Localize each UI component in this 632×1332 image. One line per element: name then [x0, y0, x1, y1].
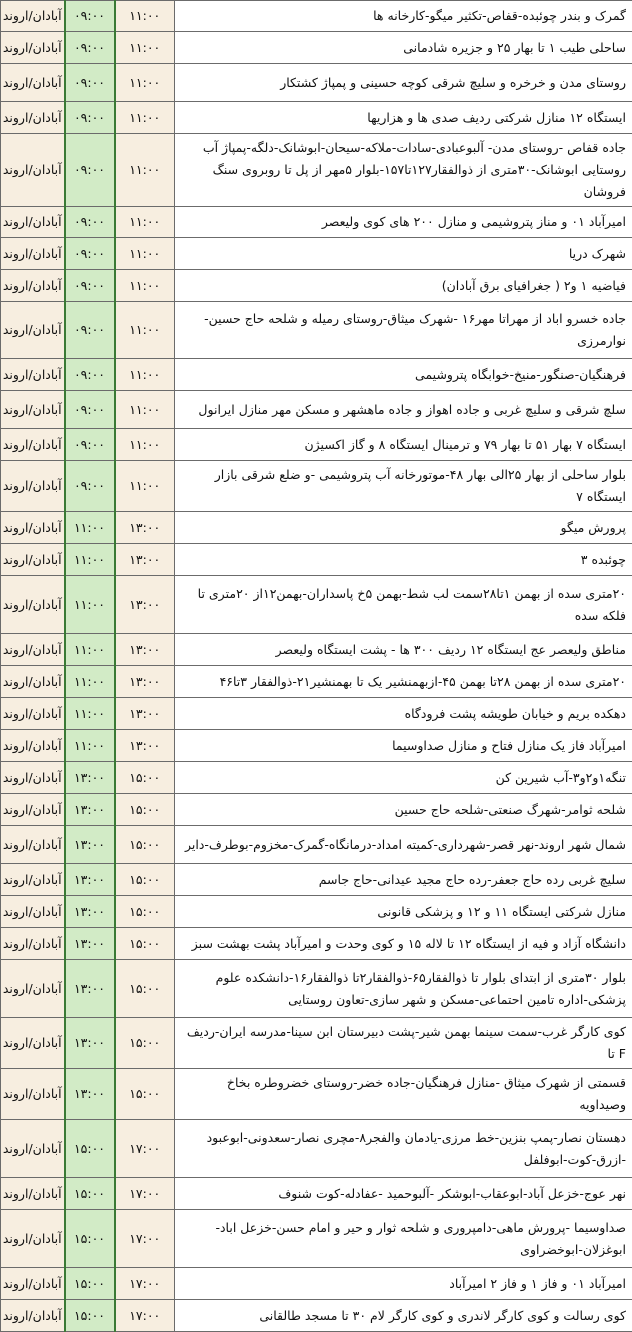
start-time-cell: ۱۳:۰۰ — [65, 1069, 115, 1120]
end-time-cell: ۱۳:۰۰ — [115, 576, 175, 634]
end-time-cell: ۱۱:۰۰ — [115, 359, 175, 391]
area-cell: قسمتی از شهرک میثاق -منازل فرهنگیان-جاده خضر-روستای خضروطره بخاخ وصیداویه — [175, 1069, 632, 1120]
end-time-cell: ۱۷:۰۰ — [115, 1268, 175, 1300]
start-time-cell: ۱۱:۰۰ — [65, 544, 115, 576]
area-cell: شلحه ثوامر-شهرگ صنعتی-شلحه حاج حسین — [175, 794, 632, 826]
start-time-cell: ۰۹:۰۰ — [65, 461, 115, 512]
end-time-cell: ۱۱:۰۰ — [115, 270, 175, 302]
city-cell: آبادان/اروند — [1, 826, 65, 864]
start-time-cell: ۱۳:۰۰ — [65, 928, 115, 960]
table-row — [1, 359, 632, 391]
end-time-cell: ۱۱:۰۰ — [115, 461, 175, 512]
area-cell: تنگه۱و۲و۳-آب شیرین کن — [175, 762, 632, 794]
start-time-cell: ۱۱:۰۰ — [65, 576, 115, 634]
city-cell: آبادان/اروند — [1, 1069, 65, 1120]
start-time-cell: ۱۳:۰۰ — [65, 896, 115, 928]
table-row — [1, 864, 632, 896]
city-cell: آبادان/اروند — [1, 1178, 65, 1210]
area-cell: بلوار ساحلی از بهار ۲۵الی بهار ۴۸-موتورخانه آب پتروشیمی -و ضلع شرقی بازار ایستگاه ۷ — [175, 461, 632, 512]
end-time-cell: ۱۷:۰۰ — [115, 1120, 175, 1178]
area-cell: دهستان نصار-پمپ بنزین-خط مرزی-یادمان والفجر۸-مچری نصار-سعدونی-ابوعبود -ازرق-کوت-ابوفلفل — [175, 1120, 632, 1178]
table-row — [1, 238, 632, 270]
city-cell: آبادان/اروند — [1, 794, 65, 826]
city-cell: آبادان/اروند — [1, 1268, 65, 1300]
end-time-cell: ۱۱:۰۰ — [115, 391, 175, 429]
city-cell: آبادان/اروند — [1, 864, 65, 896]
start-time-cell: ۰۹:۰۰ — [65, 64, 115, 102]
table-row — [1, 634, 632, 666]
start-time-cell: ۱۱:۰۰ — [65, 698, 115, 730]
end-time-cell: ۱۳:۰۰ — [115, 666, 175, 698]
table-row — [1, 1, 632, 32]
area-cell: بلوار ۳۰متری از ابتدای بلوار تا ذوالفقار۶۵-ذوالفقار۲تا ذوالفقار۱۶-دانشکده علوم پزشکی-اداره تامین احتماعی-مسکن و شهر سازی-تعاون روستایی — [175, 960, 632, 1018]
city-cell: آبادان/اروند — [1, 207, 65, 238]
start-time-cell: ۰۹:۰۰ — [65, 391, 115, 429]
table-row — [1, 64, 632, 102]
end-time-cell: ۱۱:۰۰ — [115, 32, 175, 64]
table-row — [1, 698, 632, 730]
end-time-cell: ۱۳:۰۰ — [115, 698, 175, 730]
area-cell: دانشگاه آزاد و فیه از ایستگاه ۱۲ تا لاله ۱۵ و کوی وحدت و امیرآباد پشت بهشت سبز — [175, 928, 632, 960]
start-time-cell: ۱۱:۰۰ — [65, 666, 115, 698]
end-time-cell: ۱۳:۰۰ — [115, 512, 175, 544]
area-cell: ایستگاه ۱۲ منازل شرکتی ردیف صدی ها و هزاریها — [175, 102, 632, 134]
end-time-cell: ۱۳:۰۰ — [115, 544, 175, 576]
area-cell: دهکده بریم و خیابان طویشه پشت فرودگاه — [175, 698, 632, 730]
city-cell: آبادان/اروند — [1, 928, 65, 960]
start-time-cell: ۱۵:۰۰ — [65, 1300, 115, 1332]
table-row — [1, 666, 632, 698]
area-cell: منازل شرکتی ایستگاه ۱۱ و ۱۲ و پزشکی قانونی — [175, 896, 632, 928]
end-time-cell: ۱۵:۰۰ — [115, 928, 175, 960]
end-time-cell: ۱۳:۰۰ — [115, 634, 175, 666]
city-cell: آبادان/اروند — [1, 461, 65, 512]
start-time-cell: ۱۵:۰۰ — [65, 1178, 115, 1210]
end-time-cell: ۱۵:۰۰ — [115, 762, 175, 794]
end-time-cell: ۱۷:۰۰ — [115, 1300, 175, 1332]
schedule-rows — [1, 1, 632, 1332]
start-time-cell: ۰۹:۰۰ — [65, 238, 115, 270]
table-row — [1, 32, 632, 64]
area-cell: جاده خسرو اباد از مهراتا مهر۱۶ -شهرک میثاق-روستای رمیله و شلحه حاج حسین-نوارمرزی — [175, 302, 632, 359]
area-cell: فیاضیه ۱ و۲ ( جغرافیای برق آبادان) — [175, 270, 632, 302]
area-cell: کوی رسالت و کوی کارگر لاندری و کوی کارگر لام ۳۰ تا مسجد طالقانی — [175, 1300, 632, 1332]
end-time-cell: ۱۱:۰۰ — [115, 1, 175, 32]
city-cell: آبادان/اروند — [1, 302, 65, 359]
end-time-cell: ۱۷:۰۰ — [115, 1210, 175, 1268]
table-row — [1, 1018, 632, 1069]
city-cell: آبادان/اروند — [1, 238, 65, 270]
city-cell: آبادان/اروند — [1, 512, 65, 544]
start-time-cell: ۱۳:۰۰ — [65, 826, 115, 864]
city-cell: آبادان/اروند — [1, 576, 65, 634]
city-cell: آبادان/اروند — [1, 896, 65, 928]
table-row — [1, 762, 632, 794]
start-time-cell: ۰۹:۰۰ — [65, 270, 115, 302]
table-row — [1, 960, 632, 1018]
start-time-cell: ۰۹:۰۰ — [65, 359, 115, 391]
area-cell: ساحلی طیب ۱ تا بهار ۲۵ و جزیره شادمانی — [175, 32, 632, 64]
area-cell: جاده قفاص -روستای مدن- آلبوعبادی-سادات-ملاکه-سیحان-ابوشانک-دلگه-پمپاژ آب روستایی ابوشانک-۳۰متری از ذوالفقار۱۲۷تا۱۵۷-بلوار ۵مهر از پل تا روبروی سنگ فروشان — [175, 134, 632, 207]
table-row — [1, 1210, 632, 1268]
city-cell: آبادان/اروند — [1, 666, 65, 698]
area-cell: شمال شهر اروند-نهر قصر-شهرداری-کمیته امداد-درمانگاه-گمرک-مخزوم-بوطرف-دایر — [175, 826, 632, 864]
start-time-cell: ۰۹:۰۰ — [65, 207, 115, 238]
area-cell: صداوسیما -پرورش ماهی-دامپروری و شلحه ثوار و حیر و امام حسن-خزعل اباد-ابوغزلان-ابوخضراوی — [175, 1210, 632, 1268]
end-time-cell: ۱۱:۰۰ — [115, 64, 175, 102]
table-row — [1, 1268, 632, 1300]
start-time-cell: ۰۹:۰۰ — [65, 1, 115, 32]
table-row — [1, 461, 632, 512]
start-time-cell: ۰۹:۰۰ — [65, 429, 115, 461]
city-cell: آبادان/اروند — [1, 64, 65, 102]
end-time-cell: ۱۱:۰۰ — [115, 134, 175, 207]
area-cell: روستای مدن و خرخره و سلیچ شرقی کوچه حسینی و پمپاژ کشتکار — [175, 64, 632, 102]
start-time-cell: ۱۳:۰۰ — [65, 1018, 115, 1069]
end-time-cell: ۱۱:۰۰ — [115, 429, 175, 461]
area-cell: شهرک دریا — [175, 238, 632, 270]
area-cell: فرهنگیان-صنگور-منیخ-خوابگاه پتروشیمی — [175, 359, 632, 391]
start-time-cell: ۱۱:۰۰ — [65, 634, 115, 666]
table-row — [1, 576, 632, 634]
area-cell: پرورش میگو — [175, 512, 632, 544]
table-row — [1, 730, 632, 762]
table-row — [1, 1300, 632, 1332]
table-row — [1, 302, 632, 359]
area-cell: ۲۰متری سده از بهمن ۱تا۲۸سمت لب شط-بهمن ۵خ پاسداران-بهمن۱۲از ۲۰متری تا فلکه سده — [175, 576, 632, 634]
start-time-cell: ۰۹:۰۰ — [65, 102, 115, 134]
city-cell: آبادان/اروند — [1, 391, 65, 429]
end-time-cell: ۱۵:۰۰ — [115, 896, 175, 928]
city-cell: آبادان/اروند — [1, 1300, 65, 1332]
area-cell: امیرآباد ۰۱ و فاز ۱ و فاز ۲ امیرآباد — [175, 1268, 632, 1300]
city-cell: آبادان/اروند — [1, 1, 65, 32]
start-time-cell: ۱۱:۰۰ — [65, 730, 115, 762]
table-row — [1, 270, 632, 302]
table-row — [1, 429, 632, 461]
start-time-cell: ۱۳:۰۰ — [65, 794, 115, 826]
start-time-cell: ۱۵:۰۰ — [65, 1268, 115, 1300]
area-cell: سلچ شرقی و سلیچ غربی و جاده اهواز و جاده ماهشهر و مسکن مهر منازل ایرانول — [175, 391, 632, 429]
area-cell: امیرآباد ۰۱ و مناز پتروشیمی و منازل ۲۰۰ های کوی ولیعصر — [175, 207, 632, 238]
end-time-cell: ۱۱:۰۰ — [115, 102, 175, 134]
city-cell: آبادان/اروند — [1, 359, 65, 391]
table-row — [1, 826, 632, 864]
city-cell: آبادان/اروند — [1, 544, 65, 576]
city-cell: آبادان/اروند — [1, 1018, 65, 1069]
start-time-cell: ۱۳:۰۰ — [65, 762, 115, 794]
end-time-cell: ۱۷:۰۰ — [115, 1178, 175, 1210]
table-row — [1, 544, 632, 576]
end-time-cell: ۱۵:۰۰ — [115, 864, 175, 896]
city-cell: آبادان/اروند — [1, 698, 65, 730]
city-cell: آبادان/اروند — [1, 1120, 65, 1178]
end-time-cell: ۱۵:۰۰ — [115, 826, 175, 864]
table-row — [1, 794, 632, 826]
city-cell: آبادان/اروند — [1, 134, 65, 207]
end-time-cell: ۱۱:۰۰ — [115, 207, 175, 238]
table-row — [1, 1069, 632, 1120]
city-cell: آبادان/اروند — [1, 634, 65, 666]
start-time-cell: ۰۹:۰۰ — [65, 134, 115, 207]
table-row — [1, 134, 632, 207]
start-time-cell: ۰۹:۰۰ — [65, 302, 115, 359]
area-cell: گمرک و بندر چوئبده-قفاص-تکثیر میگو-کارخانه ها — [175, 1, 632, 32]
city-cell: آبادان/اروند — [1, 102, 65, 134]
area-cell: سلیچ غربی رده حاج جعفر-رده حاج مجید عیدانی-حاج جاسم — [175, 864, 632, 896]
area-cell: مناطق ولیعصر عج ایستگاه ۱۲ ردیف ۳۰۰ ها - پشت ایستگاه ولیعصر — [175, 634, 632, 666]
table-row — [1, 102, 632, 134]
table-row — [1, 896, 632, 928]
start-time-cell: ۱۱:۰۰ — [65, 512, 115, 544]
area-cell: کوی کارگر غرب-سمت سینما بهمن شیر-پشت دبیرستان ابن سینا-مدرسه ایران-ردیف F تا — [175, 1018, 632, 1069]
end-time-cell: ۱۵:۰۰ — [115, 794, 175, 826]
table-row — [1, 1120, 632, 1178]
table-row — [1, 207, 632, 238]
end-time-cell: ۱۳:۰۰ — [115, 730, 175, 762]
start-time-cell: ۱۳:۰۰ — [65, 864, 115, 896]
table-row — [1, 928, 632, 960]
city-cell: آبادان/اروند — [1, 32, 65, 64]
city-cell: آبادان/اروند — [1, 1210, 65, 1268]
table-row — [1, 1178, 632, 1210]
end-time-cell: ۱۱:۰۰ — [115, 238, 175, 270]
city-cell: آبادان/اروند — [1, 730, 65, 762]
start-time-cell: ۰۹:۰۰ — [65, 32, 115, 64]
area-cell: ۲۰متری سده از بهمن ۲۸تا بهمن ۴۵-ازبهمنشیر یک تا بهمنشیر۲۱-ذوالفقار ۳تا۴۶ — [175, 666, 632, 698]
city-cell: آبادان/اروند — [1, 429, 65, 461]
end-time-cell: ۱۱:۰۰ — [115, 302, 175, 359]
area-cell: امیرآباد فاز یک منازل فتاح و منازل صداوسیما — [175, 730, 632, 762]
table-row — [1, 512, 632, 544]
area-cell: چوئبده ۳ — [175, 544, 632, 576]
table-row — [1, 391, 632, 429]
start-time-cell: ۱۵:۰۰ — [65, 1120, 115, 1178]
area-cell: نهر عوج-خزعل آباد-ابوعقاب-ابوشکر -آلبوحمید -عفادله-کوت شنوف — [175, 1178, 632, 1210]
area-cell: ایستگاه ۷ بهار ۵۱ تا بهار ۷۹ و ترمینال ایستگاه ۸ و گاز اکسیژن — [175, 429, 632, 461]
city-cell: آبادان/اروند — [1, 960, 65, 1018]
end-time-cell: ۱۵:۰۰ — [115, 1018, 175, 1069]
city-cell: آبادان/اروند — [1, 270, 65, 302]
city-cell: آبادان/اروند — [1, 762, 65, 794]
end-time-cell: ۱۵:۰۰ — [115, 1069, 175, 1120]
start-time-cell: ۱۳:۰۰ — [65, 960, 115, 1018]
end-time-cell: ۱۵:۰۰ — [115, 960, 175, 1018]
start-time-cell: ۱۵:۰۰ — [65, 1210, 115, 1268]
